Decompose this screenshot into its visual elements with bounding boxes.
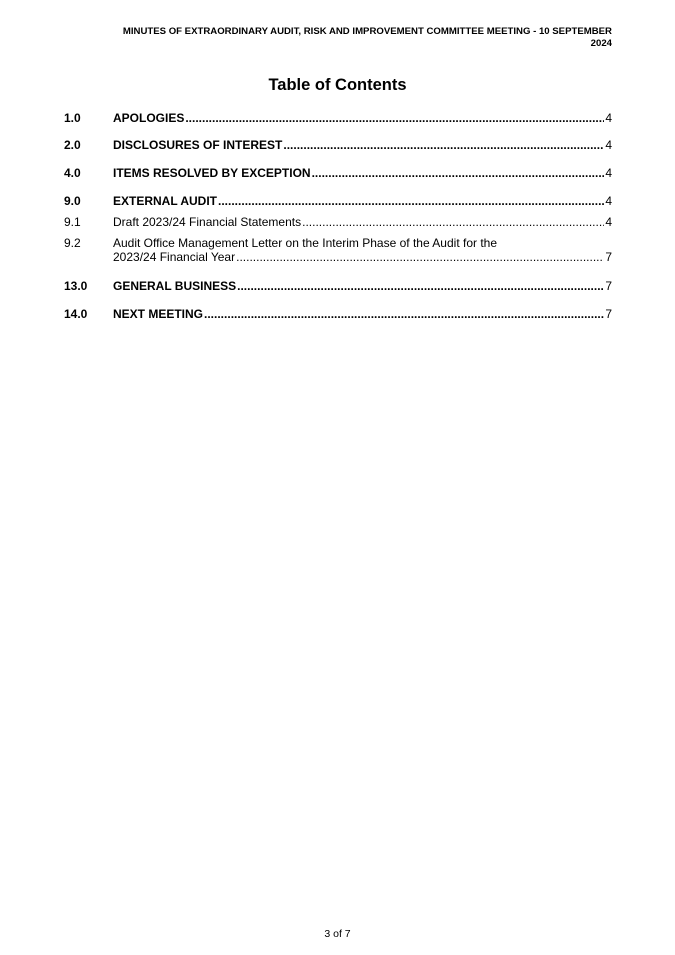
- toc-entry-title-line-1: Audit Office Management Letter on the Interim Phase of the Audit for the: [113, 236, 498, 250]
- toc-entry-page: 7: [605, 250, 612, 264]
- toc-entry-number: 2.0: [64, 138, 81, 152]
- toc-entry-title: Draft 2023/24 Financial Statements: [113, 215, 302, 229]
- toc-leader-dots: [237, 279, 604, 293]
- toc-entry-title: NEXT MEETING: [113, 307, 204, 321]
- toc-entry-title: APOLOGIES: [113, 111, 185, 125]
- toc-entry-number: 9.2: [64, 236, 81, 250]
- toc-entry-title: GENERAL BUSINESS: [113, 279, 237, 293]
- toc-entry-page: 4: [605, 215, 612, 229]
- toc-entry-page: 4: [605, 138, 612, 152]
- toc-entry-number: 9.1: [64, 215, 81, 229]
- toc-leader-dots: [312, 166, 605, 180]
- toc-entry-page: 4: [605, 194, 612, 208]
- toc-entry-number: 1.0: [64, 111, 81, 125]
- toc-leader-dots: [283, 138, 604, 152]
- toc-entry-number: 4.0: [64, 166, 81, 180]
- toc-leader-dots: [218, 194, 604, 208]
- toc-entry-page: 4: [605, 166, 612, 180]
- toc-entry-title: DISCLOSURES OF INTEREST: [113, 138, 283, 152]
- toc-leader-dots: [302, 215, 604, 229]
- toc-entry-number: 14.0: [64, 307, 88, 321]
- toc-entry-page: 7: [605, 279, 612, 293]
- toc-leader-dots: [236, 250, 604, 264]
- toc-entry-title: ITEMS RESOLVED BY EXCEPTION: [113, 166, 311, 180]
- toc-leader-dots: [204, 307, 604, 321]
- header-title-line-2: 2024: [590, 38, 612, 49]
- toc-entry-number: 9.0: [64, 194, 81, 208]
- toc-entry-title: 2023/24 Financial Year: [113, 250, 236, 264]
- page-number-footer: 3 of 7: [324, 928, 351, 940]
- toc-entry-page: 7: [605, 307, 612, 321]
- toc-entry-page: 4: [605, 111, 612, 125]
- toc-entry-number: 13.0: [64, 279, 88, 293]
- toc-entry-title: EXTERNAL AUDIT: [113, 194, 218, 208]
- page-header: [80, 26, 612, 50]
- toc-leader-dots: [185, 111, 604, 125]
- header-title-line-1: MINUTES OF EXTRAORDINARY AUDIT, RISK AND IMPROVEMENT COMMITTEE MEETING - 10 SEPTEMBER: [122, 26, 612, 37]
- toc-title: Table of Contents: [268, 76, 407, 94]
